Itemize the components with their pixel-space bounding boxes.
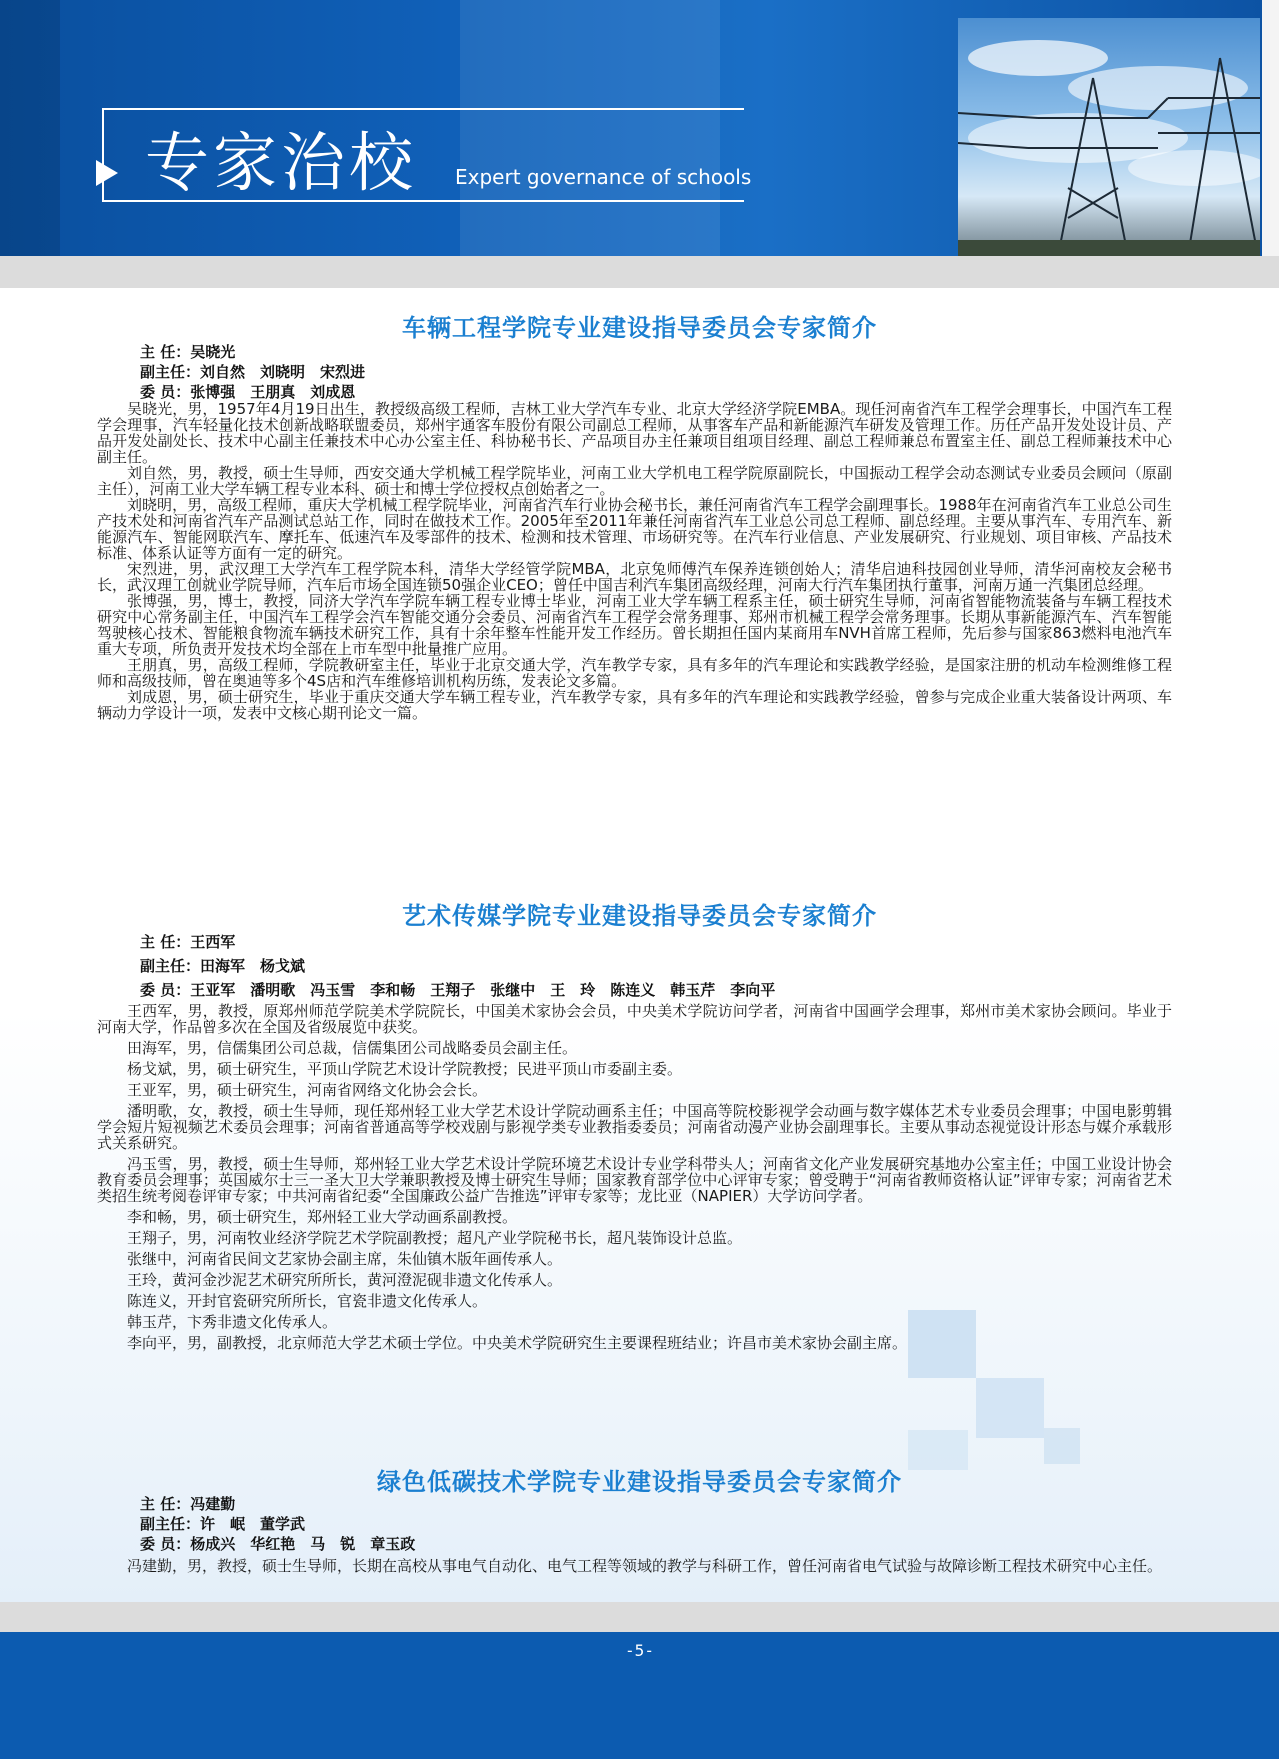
bio-paragraph: 杨戈斌，男，硕士研究生，平顶山学院艺术设计学院教授；民进平顶山市委副主委。 — [127, 1060, 683, 1078]
header-shade — [0, 0, 60, 256]
section-title-vehicle: 车辆工程学院专业建设指导委员会专家简介 — [402, 314, 877, 342]
role-members: 委 员：杨成兴 华红艳 马 锐 章玉政 — [140, 1535, 416, 1553]
section-bios-green-lowcarbon — [97, 1556, 1172, 1576]
bio-paragraph: 王翔子，男，河南牧业经济学院艺术学院副教授；超凡产业学院秘书长，超凡装饰设计总监。 — [127, 1229, 743, 1247]
bio-paragraph: 李向平，男，副教授，北京师范大学艺术硕士学位。中央美术学院研究生主要课程班结业；许昌市美术家协会副主席。 — [127, 1334, 908, 1352]
bio-paragraph: 田海军，男，信儒集团公司总裁，信儒集团公司战略委员会副主任。 — [127, 1039, 578, 1057]
role-deputy-director: 副主任：许 岷 董学武 — [140, 1515, 306, 1533]
bio-paragraph: 王玲，黄河金沙泥艺术研究所所长，黄河澄泥砚非遗文化传承人。 — [127, 1271, 563, 1289]
role-members: 委 员：张博强 王朋真 刘成恩 — [140, 383, 356, 401]
bio-paragraph: 张博强，男，博士，教授，同济大学汽车学院车辆工程专业博士毕业，河南工业大学车辆工程系主任，硕士研究生导师，河南省智能物流装备与车辆工程技术研究中心常务副主任，中国汽车工程学会汽车智能交通分会委员、河南省汽车工程学会常务理事、郑州市机械工程学会常务理事。长期从事新能源汽车、汽车智能驾驶核心技术、智能粮食物流车辆技术研究工作，具有十余年整车性能开发工作经历。曾长期担任国内某商用车NVH首席工程师，先后参与国家863燃料电池汽车重大专项，所负责开发技术均全部在上市车型中批量推广应用。 — [97, 592, 1172, 658]
bio-paragraph: 宋烈进，男，武汉理工大学汽车工程学院本科，清华大学经管学院MBA，北京兔师傅汽车保养连锁创始人；清华启迪科技园创业导师，清华河南校友会秘书长，武汉理工创就业学院导师，汽车后市场全国连锁50强企业CEO；曾任中国吉利汽车集团高级经理，河南大行汽车集团执行董事，河南万通一汽集团总经理。 — [97, 560, 1172, 594]
bio-paragraph: 王亚军，男，硕士研究生，河南省网络文化协会会长。 — [127, 1081, 488, 1099]
bio-paragraph: 潘明歌，女，教授，硕士生导师，现任郑州轻工业大学艺术设计学院动画系主任；中国高等院校影视学会动画与数字媒体艺术专业委员会理事；中国电影剪辑学会短片短视频艺术委员会理事；河南省普通高等学校戏剧与影视学类专业教指委委员；河南省动漫产业协会副理事长。主要从事动态视觉设计形态与媒介承载形式关系研究。 — [97, 1102, 1172, 1152]
bio-paragraph: 刘自然，男，教授，硕士生导师，西安交通大学机械工程学院毕业，河南工业大学机电工程学院原副院长，中国振动工程学会动态测试专业委员会顾问（原副主任），河南工业大学车辆工程专业本科、硕士和博士学位授权点创始者之一。 — [97, 464, 1172, 498]
section-roles-art-media — [140, 932, 775, 1000]
bio-paragraph: 王西军，男，教授，原郑州师范学院美术学院院长，中国美术家协会会员，中央美术学院访问学者，河南省中国画学会理事，郑州市美术家协会顾问。毕业于河南大学，作品曾多次在全国及省级展览中获奖。 — [97, 1002, 1172, 1036]
bio-paragraph: 陈连义，开封官瓷研究所所长，官瓷非遗文化传承人。 — [127, 1292, 488, 1310]
decor-square — [1044, 1428, 1080, 1464]
role-deputy-director: 副主任：刘自然 刘晓明 宋烈进 — [140, 363, 366, 381]
bio-paragraph: 韩玉芹，卞秀非遗文化传承人。 — [127, 1313, 338, 1331]
bio-paragraph: 刘晓明，男，高级工程师，重庆大学机械工程学院毕业，河南省汽车行业协会秘书长，兼任河南省汽车工程学会副理事长。1988年在河南省汽车工业总公司生产技术处和河南省汽车产品测试总站工作，同时在做技术工作。2005年至2011年兼任河南省汽车工业总公司总工程师、副总经理。主要从事汽车、专用汽车、新能源汽车、智能网联汽车、摩托车、低速汽车及零部件的技术、检测和技术管理、市场研究等。在汽车行业信息、产业发展研究、行业规划、项目审核、产品技术标准、体系认证等方面有一定的研究。 — [97, 496, 1172, 562]
bio-paragraph: 冯玉雪，男，教授，硕士生导师，郑州轻工业大学艺术设计学院环境艺术设计专业学科带头人；河南省文化产业发展研究基地办公室主任；中国工业设计协会教育委员会理事；英国威尔士三一圣大卫大学兼职教授及博士研究生导师；国家教育部学位中心评审专家；曾受聘于“河南省教师资格认证”评审专家；河南省艺术类招生统考阅卷评审专家；中共河南省纪委“全国廉政公益广告推选”评审专家等；龙比亚（NAPIER）大学访问学者。 — [97, 1155, 1172, 1205]
top-gray-strip — [0, 256, 1279, 288]
page-number: -5- — [625, 1641, 654, 1660]
role-director: 主 任：王西军 — [140, 933, 236, 951]
power-tower-icon — [958, 18, 1260, 256]
role-director: 主 任：冯建勤 — [140, 1495, 236, 1513]
section-roles-green-lowcarbon — [140, 1494, 415, 1554]
page-title: 专家治校 — [145, 127, 417, 201]
decor-square — [976, 1378, 1044, 1438]
section-bios-art-media — [97, 1003, 1172, 1356]
bio-paragraph: 李和畅，男，硕士研究生，郑州轻工业大学动画系副教授。 — [127, 1208, 518, 1226]
bio-paragraph: 冯建勤，男，教授，硕士生导师，长期在高校从事电气自动化、电气工程等领域的教学与科研工作，曾任河南省电气试验与故障诊断工程技术研究中心主任。 — [127, 1557, 1163, 1575]
bio-paragraph: 张继中，河南省民间文艺家协会副主席，朱仙镇木版年画传承人。 — [127, 1250, 563, 1268]
role-members: 委 员：王亚军 潘明歌 冯玉雪 李和畅 王翔子 张继中 王 玲 陈连义 韩玉芹 李向平 — [140, 981, 776, 999]
section-bios-vehicle — [97, 401, 1172, 721]
section-title-green-lowcarbon: 绿色低碳技术学院专业建设指导委员会专家简介 — [377, 1468, 902, 1496]
section-title-art-media: 艺术传媒学院专业建设指导委员会专家简介 — [402, 902, 877, 930]
power-tower-photo — [958, 18, 1260, 256]
role-director: 主 任：吴晓光 — [140, 343, 236, 361]
page-subtitle: Expert governance of schools — [455, 165, 752, 189]
role-deputy-director: 副主任：田海军 杨戈斌 — [140, 957, 306, 975]
bio-paragraph: 吴晓光，男，1957年4月19日出生，教授级高级工程师，吉林工业大学汽车专业、北京大学经济学院EMBA。现任河南省汽车工程学会理事长，中国汽车工程学会理事，汽车轻量化技术创新战略联盟委员，郑州宇通客车股份有限公司副总工程师，从事客车产品和新能源汽车研发及管理工作。历任产品开发处设计员、产品开发处副处长、技术中心副主任兼技术中心办公室主任、科协秘书长、产品项目办主任兼项目组项目经理、副总工程师兼总布置室主任、副总工程师兼技术中心副主任。 — [97, 400, 1172, 466]
bio-paragraph: 刘成恩，男，硕士研究生，毕业于重庆交通大学车辆工程专业，汽车教学专家，具有多年的汽车理论和实践教学经验，曾参与完成企业重大装备设计两项、车辆动力学设计一项，发表中文核心期刊论文一篇。 — [97, 688, 1172, 722]
section-roles-vehicle — [140, 342, 365, 402]
title-arrow-icon — [96, 160, 118, 186]
footer-gray-strip — [0, 1602, 1279, 1632]
header-banner — [0, 0, 1279, 256]
bio-paragraph: 王朋真，男，高级工程师，学院教研室主任，毕业于北京交通大学，汽车教学专家，具有多年的汽车理论和实践教学经验，是国家注册的机动车检测维修工程师和高级技师，曾在奥迪等多个4S店和汽车维修培训机构历练，发表论文多篇。 — [97, 656, 1172, 690]
